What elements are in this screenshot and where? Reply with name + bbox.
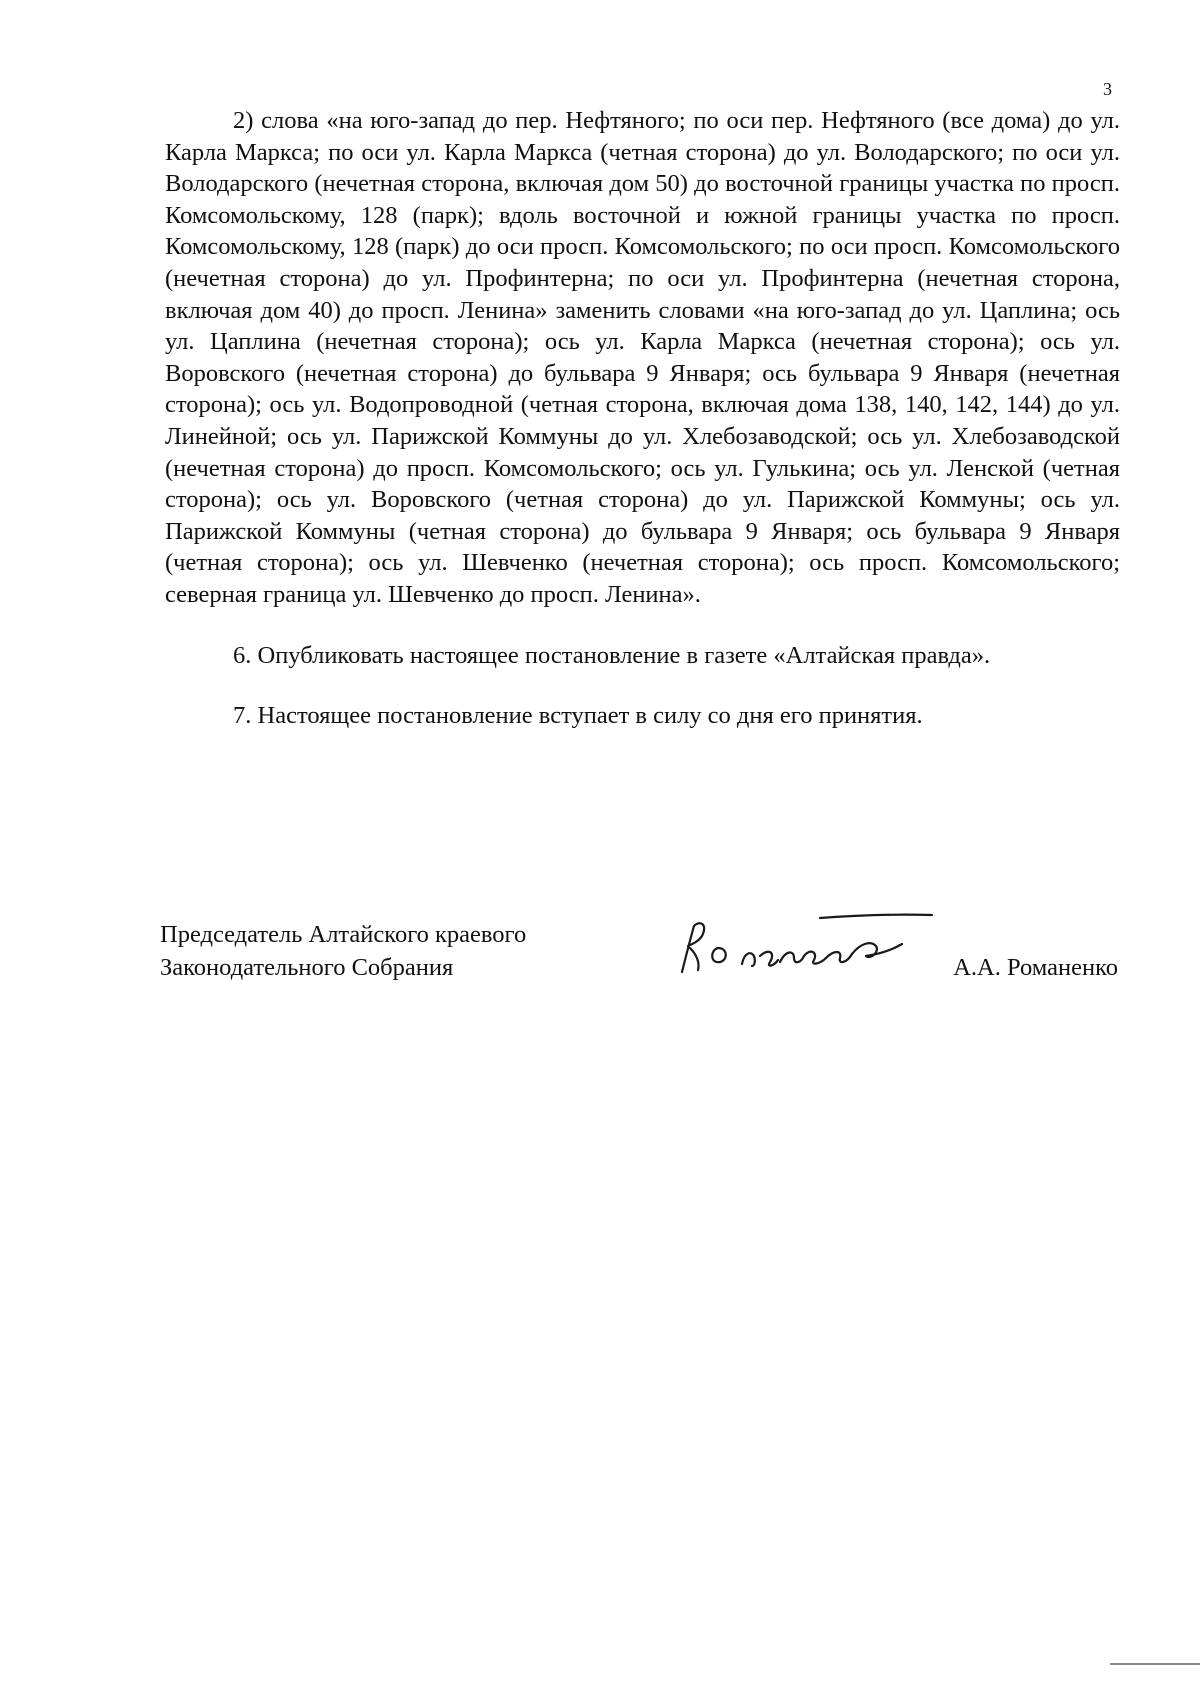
signer-title — [160, 918, 526, 984]
signature-block — [160, 918, 1120, 1008]
document-body — [165, 105, 1120, 732]
signer-title-line-1: Председатель Алтайского краевого — [160, 921, 527, 948]
handwritten-signature — [670, 906, 960, 986]
paragraph-7-effective-date: 7. Настоящее постановление вступает в силу со дня его принятия. — [233, 702, 923, 730]
scan-edge-mark — [1110, 1663, 1200, 1665]
paragraph-6-publication: 6. Опубликовать настоящее постановление в газете «Алтайская правда». — [233, 641, 991, 669]
signer-name: А.А. Романенко — [953, 954, 1118, 981]
paragraph-amendment-2: 2) слова «на юго-запад до пер. Нефтяного; по оси пер. Нефтяного (все дома) до ул. Карла Маркса; по оси ул. Карла Маркса (четная сторона) до ул. Володарского; по оси ул. Володарского (нечетная сторона, включая дом 50) до восточной границы участка по просп. Комсомольскому, 128 (парк); вдоль восточной и южной границы участка по просп. Комсомольскому, 128 (парк) до оси просп. Комсомольского; по оси просп. Комсомольского (нечетная сторона) до ул. Профинтерна; по оси ул. Профинтерна (нечетная сторона, включая дом 40) до просп. Ленина» заменить словами «на юго-запад до ул. Цаплина; ось ул. Цаплина (нечетная сторона); ось ул. Карла Маркса (нечетная сторона); ось ул. Воровского (нечетная сторона) до бульвара 9 Января; ось бульвара 9 Января (нечетная сторона); ось ул. Водопроводной (четная сторона, включая дома 138, 140, 142, 144) до ул. Линейной; ось ул. Парижской Коммуны до ул. Хлебозаводской; ось ул. Хлебозаводской (нечетная сторона) до просп. Комсомольского; ось ул. Гулькина; ось ул. Ленской (четная сторона); ось ул. Воровского (четная сторона) до ул. Парижской Коммуны; ось ул. Парижской Коммуны (четная сторона) до бульвара 9 Января; ось бульвара 9 Января (четная сторона); ось ул. Шевченко (нечетная сторона); ось просп. Комсомольского; северная граница ул. Шевченко до просп. Ленина». — [165, 107, 1120, 608]
signer-title-line-2: Законодательного Собрания — [160, 954, 454, 981]
page-number: 3 — [1103, 79, 1112, 99]
